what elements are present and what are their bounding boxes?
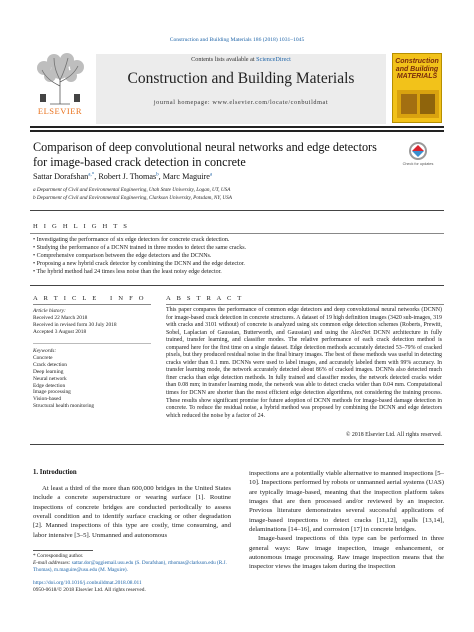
doi-block	[33, 580, 253, 594]
article-info-label: A R T I C L E I N F O	[33, 295, 146, 302]
sciencedirect-link[interactable]: ScienceDirect	[256, 56, 291, 63]
keyword: Vision-based	[33, 396, 62, 403]
footnote	[33, 553, 231, 573]
list-item: • Comprehensive comparison between the edge detectors and the DCNNs.	[33, 253, 433, 261]
list-item: • Proposing a new hybrid crack detector by combining the DCNN and the edge detector.	[33, 261, 433, 269]
abstract-text: This paper compares the performance of common edge detectors and deep convolutional neural networks (DCNN) for image-based crack detection in concrete structures. A dataset of 19 high definition images (3420 sub-images, 319 with cracks and 3101 without) of concrete is analyzed using six common edge detection schemes (Roberts, Prewitt, Sobel, Laplacian of Gaussian, Butterworth, and Gaussian) and using the AlexNet DCNN architecture in fully trained, transfer learning, and classifier modes. The relative performance of each crack detection method is compared here for the first time on a single dataset. Edge detection methods accurately detected 53–79% of cracked pixels, but they produced residual noise in the final binary images. The best of these methods was useful in detecting cracks wider than 0.1 mm. DCNNs were used to label images, and accurately labeled them with 99% accuracy. In transfer learning mode, the network accurately detected about 86% of cracked images. DCNNs also detected much finer cracks than edge detection methods. In fully trained and classifier modes, the network detected cracks wider than 0.08 mm; in transfer learning mode, the network was able to detect cracks wider than 0.04 mm. Computational times for DCNN are shorter than the most efficient edge detection algorithms, not considering the training process. These results show significant promise for future adoption of DCNN methods for image-based damage detection in concrete. To reduce the residual noise, a hybrid method was proposed by combining the DCNN and edge detectors which reduced the noise by a factor of 24.	[166, 307, 442, 419]
keywords-label: Keywords:	[33, 348, 57, 354]
header-divider	[30, 130, 444, 132]
contents-line	[96, 56, 386, 63]
corresponding-author-note: * Corresponding author.	[33, 553, 84, 559]
introduction-paragraph-right-2: Image-based inspections of this type can be performed in three general ways: Raw image inspection, image enhancement, or autonomous image processing. Raw image inspection means that the inspector views the images taken during the inspection	[249, 535, 444, 571]
list-item: • The hybrid method had 24 times less noise than the least noisy edge detector.	[33, 269, 433, 277]
affiliation-divider	[30, 210, 444, 211]
author-name[interactable]: Sattar Dorafshan	[33, 172, 89, 181]
list-item: • Investigating the performance of six edge detectors for concrete crack detection.	[33, 237, 433, 245]
list-item: • Studying the performance of a DCNN trained in three modes to detect the same cracks.	[33, 245, 433, 253]
history-revised: Received in revised form 30 July 2018	[33, 321, 117, 328]
keyword: Image processing	[33, 389, 71, 396]
keywords-block	[33, 348, 133, 410]
keywords-divider	[33, 343, 151, 344]
abstract-label: A B S T R A C T	[166, 295, 244, 302]
doi-link[interactable]: https://doi.org/10.1016/j.conbuildmat.2018.08.011	[33, 580, 142, 586]
highlights-divider	[30, 233, 444, 234]
history-accepted: Accepted 3 August 2018	[33, 328, 87, 335]
author-marks[interactable]: a	[209, 172, 213, 178]
email-label: E-mail addresses:	[33, 559, 71, 566]
introduction-heading: 1. Introduction	[33, 469, 77, 476]
affiliation-b: b Department of Civil and Environmental Engineering, Clarkson University, Potsdam, NY, USA	[33, 195, 232, 201]
history-label: Article history:	[33, 308, 66, 314]
journal-title: Construction and Building Materials	[127, 70, 355, 87]
header-grey-band	[96, 54, 386, 124]
keyword: Concrete	[33, 354, 53, 361]
article-info-divider	[33, 304, 151, 305]
issn-line: 0950-0618/© 2018 Elsevier Ltd. All rights reserved.	[33, 587, 146, 593]
keyword: Structural health monitoring	[33, 403, 95, 410]
journal-homepage-link[interactable]: journal homepage: www.elsevier.com/locate/conbuildmat	[153, 99, 329, 106]
affiliation-a: a Department of Civil and Environmental Engineering, Utah State University, Logan, UT, USA	[33, 187, 231, 193]
highlights-list	[33, 237, 433, 277]
highlights-label: H I G H L I G H T S	[33, 223, 130, 230]
email-addresses[interactable]: sattar.dor@aggiemail.usu.edu (S. Dorafshan), rthomas@clarkson.edu (R.J. Thomas), m.maguire@usu.edu (M. Maguire).	[33, 559, 227, 573]
keyword: Edge detection	[33, 382, 66, 389]
author-marks[interactable]: a,*	[88, 172, 95, 178]
author-list: Sattar Dorafshan$^{a,*}$, Robert J. Thomas$^b$, Marc Maguire$^a$	[33, 172, 213, 181]
introduction-paragraph-left: At least a third of the more than 600,000 bridges in the United States include a concrete superstructure or wearing surface [1]. Routine inspections of concrete bridges are conducted periodically to assess overall condition and to identify surface cracking or other degradation [2]. Manned inspections of this type are costly, time consuming, and labor intensive [3–5]. Unmanned and autonomous	[33, 485, 231, 539]
author-name[interactable]: Marc Maguire	[162, 172, 210, 181]
elsevier-tree-logo	[30, 52, 90, 108]
abstract-copyright: © 2018 Elsevier Ltd. All rights reserved.	[345, 432, 442, 438]
author-name[interactable]: Robert J. Thomas	[98, 172, 157, 181]
keyword: Deep learning	[33, 368, 64, 375]
footnote-divider	[33, 550, 93, 551]
check-for-updates-label: Check for updates	[402, 162, 434, 166]
keyword: Crack detection	[33, 361, 67, 368]
introduction-right-column	[249, 469, 444, 572]
history-received: Received 22 March 2018	[33, 314, 88, 321]
abstract-divider	[166, 304, 444, 305]
check-for-updates-badge[interactable]	[400, 141, 436, 169]
introduction-paragraph-right-1: inspections are a potentially viable alternative to manned inspections [5–10]. Inspections performed by robots or unmanned aerial systems (UAS) are typically image-based, meaning that the inspection platform takes images that are then processed and/or reviewed by an inspector. Previous literature demonstrates several successful applications of image-based inspections to detect cracks [11,12], spalls [13,14], delaminations [14–16], and corrosion [17] in concrete bridges.	[249, 470, 444, 534]
author-marks[interactable]: b	[156, 172, 159, 178]
cover-title: Construction and Building MATERIALS	[395, 58, 439, 81]
article-history	[33, 308, 133, 336]
paper-title: Comparison of deep convolutional neural networks and edge detectors for image-based crack detection in concrete	[33, 140, 377, 169]
elsevier-wordmark: ELSEVIER	[37, 106, 83, 116]
highlights-bottom-divider	[30, 285, 444, 286]
keyword: Neural network	[33, 375, 67, 382]
front-matter-bottom-divider	[30, 444, 444, 445]
journal-reference[interactable]: Construction and Building Materials 186 (2018) 1031–1045	[169, 37, 305, 43]
contents-text: Contents lists available at	[191, 56, 257, 63]
